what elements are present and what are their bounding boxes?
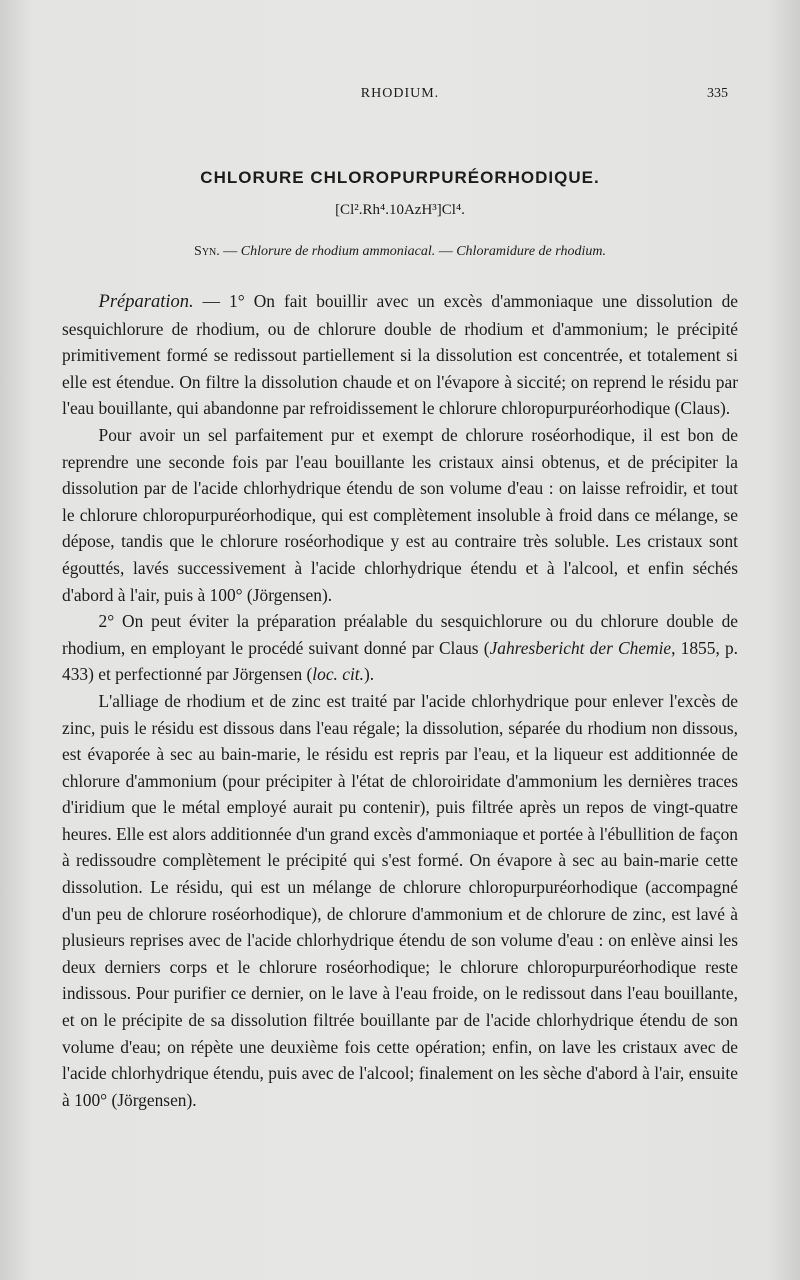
body-text (62, 288, 738, 1113)
paragraph-3-part-b: , 1855, p. 433) et perfectionné par Jörgensen ( (62, 637, 739, 685)
paragraph-4: L'alliage de rhodium et de zinc est traité par l'acide chlorhydrique pour enlever l'excès de zinc, puis le résidu est dissous dans l'eau régale; la dissolution, séparée du rhodium non dissous, est évaporée à sec au bain-marie, le résidu est repris par l'eau, et la liqueur est additionnée de chlorure d'ammonium (pour précipiter à l'état de chloroiridate d'ammonium les dernières traces d'iridium que le métal employé aurait pu contenir), puis filtrée après un repos de vingt-quatre heures. Elle est alors additionnée d'un grand excès d'ammoniaque et portée à l'ébullition de façon à redissoudre complètement le précipité qui s'est formé. On évapore à sec au bain-marie cette dissolution. Le résidu, qui est un mélange de chlorure chloropurpuréorhodique (accompagné d'un peu de chlorure roséorhodique), de chlorure d'ammonium et de chlorure de zinc, est lavé à plusieurs reprises avec de l'acide chlorhydrique étendu de son volume d'eau : on enlève ainsi les deux derniers corps et le chlorure roséorhodique; le chlorure chloropurpuréorhodique reste indissous. Pour purifier ce dernier, on le lave à l'eau froide, on le redissout dans l'eau bouillante, et on le précipite de sa dissolution filtrée bouillante par de l'acide chlorhydrique étendu de son volume d'eau; on répète une deuxième fois cette opération; enfin, on lave les cristaux avec de l'acide chlorhydrique étendu, puis avec de l'alcool; finalement on les sèche d'abord à l'air, ensuite à 100° (Jörgensen). (62, 690, 738, 1110)
page-header (0, 86, 800, 106)
citation-loc-cit: loc. cit. (312, 664, 364, 685)
synonym-1: Chlorure de rhodium ammoniacal. (240, 244, 436, 259)
page-number: 335 (707, 86, 728, 101)
running-title: RHODIUM. (360, 86, 440, 101)
section-title: CHLORURE CHLOROPURPURÉORHODIQUE. (200, 168, 600, 187)
paragraph-lead-preparation: Préparation. (98, 292, 194, 312)
synonyms-line (0, 244, 800, 260)
paragraph-3 (62, 608, 738, 688)
paragraph-1-text: — 1° On fait bouillir avec un excès d'ammoniaque une dissolution de sesquichlorure de rhodium, ou de chlorure double de rhodium et d'ammonium; le précipité primitivement formé se redissout partiellement si la dissolution est concentrée, et totalement si elle est étendue. On filtre la dissolution chaude et on l'évapore à siccité; on reprend le résidu par l'eau bouillante, qui abandonne par refroidissement le chlorure chloropurpuréorhodique (Claus). (62, 291, 738, 419)
synonyms-dash-1: — (219, 244, 241, 259)
paragraph-3-part-c: ). (363, 664, 375, 685)
paragraph-preparation (62, 288, 738, 422)
synonym-2: Chloramidure de rhodium. (456, 244, 606, 259)
paragraph-3-part-a: 2° On peut éviter la préparation préalable du sesquichlorure ou du chlorure double de rhodium, en employant le procédé suivant donné par Claus ( (62, 611, 738, 658)
chemical-formula: [Cl².Rh⁴.10AzH³]Cl⁴. (335, 202, 465, 218)
synonyms-dash-2: — (435, 244, 457, 259)
synonyms-label: Syn. (194, 244, 220, 259)
paragraph-2: Pour avoir un sel parfaitement pur et exempt de chlorure roséorhodique, il est bon de reprendre une seconde fois par l'eau bouillante les cristaux ainsi obtenus, et de précipiter la dissolution par de l'acide chlorhydrique étendu de son volume d'eau : on laisse refroidir, et tout le chlorure chloropurpuréorhodique, qui est complètement insoluble à froid dans ce mélange, se dépose, tandis que le chlorure roséorhodique y est au contraire très soluble. Les cristaux sont égouttés, lavés successivement à l'acide chlorhydrique étendu et à l'alcool, et enfin séchés d'abord à l'air, puis à 100° (Jörgensen). (62, 424, 738, 605)
citation-journal: Jahresbericht der Chemie (489, 637, 672, 658)
